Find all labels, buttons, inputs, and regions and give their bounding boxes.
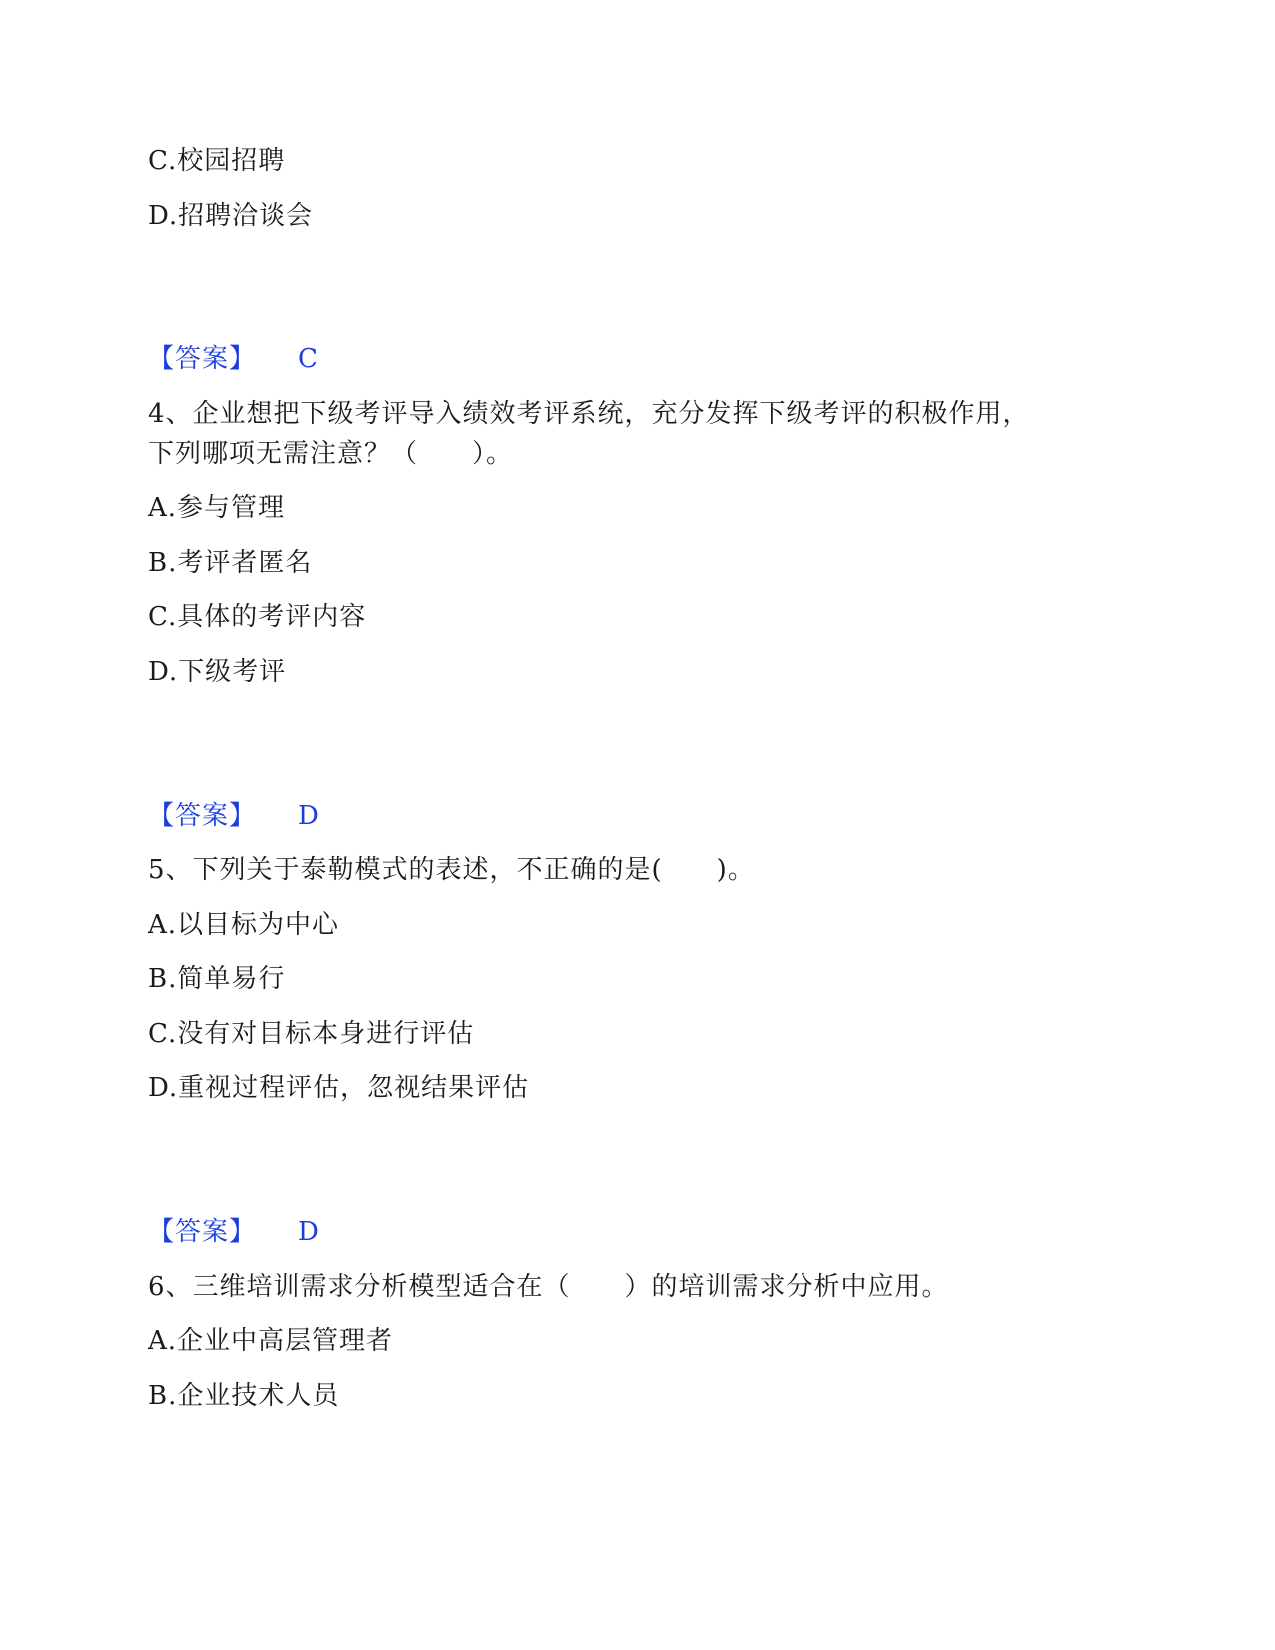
q3-option-d: D.招聘洽谈会 (148, 201, 314, 231)
q3-answer (148, 342, 318, 376)
q5-stem: 5、下列关于泰勒模式的表述，不正确的是( )。 (148, 855, 755, 885)
q4-answer (148, 799, 319, 833)
q4-option-b: B.考评者匿名 (148, 548, 313, 578)
q6-option-b: B.企业技术人员 (148, 1381, 340, 1411)
q5-option-c: C.没有对目标本身进行评估 (148, 1019, 475, 1049)
q4-option-a: A.参与管理 (148, 493, 286, 523)
q5-answer (148, 1215, 319, 1249)
q5-option-a: A.以目标为中心 (148, 910, 340, 940)
q4-option-c: C.具体的考评内容 (148, 602, 367, 632)
answer-value: D (298, 1217, 319, 1247)
answer-label: 【答案】 (148, 344, 257, 374)
q3-option-c: C.校园招聘 (148, 146, 286, 176)
q6-stem: 6、三维培训需求分析模型适合在（ ）的培训需求分析中应用。 (148, 1272, 949, 1302)
answer-value: D (298, 801, 319, 831)
q4-stem-line2: 下列哪项无需注意？（ ）。 (148, 439, 514, 469)
q6-option-a: A.企业中高层管理者 (148, 1326, 394, 1356)
answer-label: 【答案】 (148, 1217, 257, 1247)
q5-option-d: D.重视过程评估，忽视结果评估 (148, 1073, 530, 1103)
q5-option-b: B.简单易行 (148, 964, 286, 994)
answer-value: C (298, 344, 318, 374)
q4-option-d: D.下级考评 (148, 657, 287, 687)
q4-stem-line1: 4、企业想把下级考评导入绩效考评系统，充分发挥下级考评的积极作用， (148, 399, 1030, 429)
answer-label: 【答案】 (148, 801, 257, 831)
